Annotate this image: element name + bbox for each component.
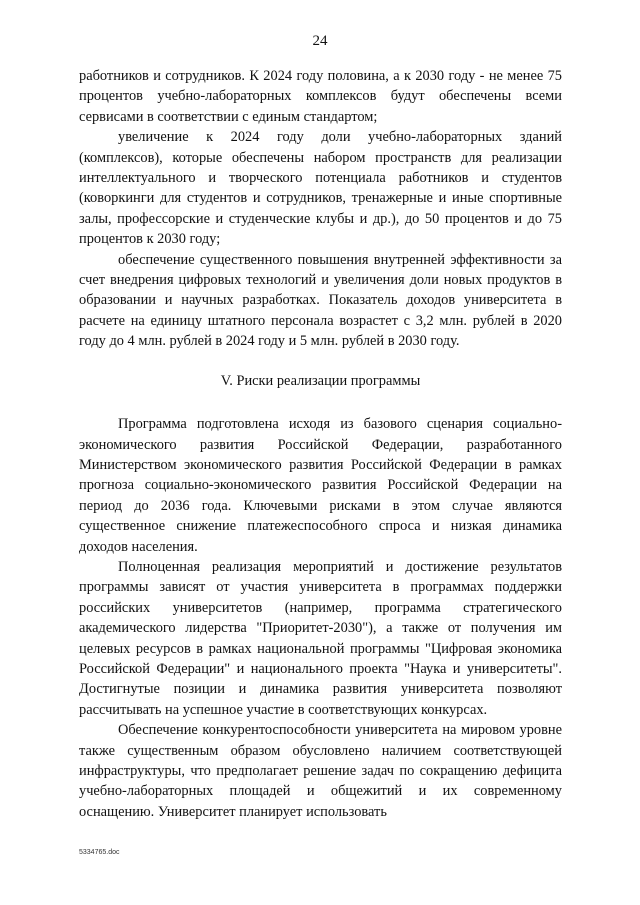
document-filename: 5334765.doc	[79, 849, 120, 856]
paragraph-buildings-share: увеличение к 2024 году доли учебно-лабораторных зданий (комплексов), которые обеспечены набором пространств для реализации интеллектуального и творческого потенциала работников и студентов (коворкинги для студентов и сотрудников, тренажерные и иные спортивные залы, профессорские и студенческие клубы и др.), до 50 процентов и до 75 процентов к 2030 году;	[79, 129, 562, 248]
paragraph-infrastructure: Обеспечение конкурентоспособности университета на мировом уровне также существенным образом обусловлено наличием соответствующей инфраструктуры, что предполагает решение задач по сокращению дефицита учебно-лабораторных площадей и общежитий и их современному оснащению. Университет планирует использовать	[79, 722, 562, 820]
paragraph-efficiency: обеспечение существенного повышения внутренней эффективности за счет внедрения цифровых технологий и увеличения доли новых продуктов в образовании и научных разработках. Показатель доходов университета в расчете на единицу штатного персонала возрастет с 3,2 млн. рублей в 2020 году до 4 млн. рублей в 2024 году и 5 млн. рублей в 2030 году.	[79, 251, 562, 350]
page-number: 24	[312, 33, 328, 49]
document-body	[79, 66, 562, 822]
paragraph-continuation: работников и сотрудников. К 2024 году половина, а к 2030 году - не менее 75 процентов учебно-лабораторных комплексов будут обеспечены всеми сервисами в соответствии с единым стандартом;	[79, 68, 562, 125]
paragraph-program-participation: Полноценная реализация мероприятий и достижение результатов программы зависят от участия университета в программах поддержки российских университетов (например, программа стратегического академического лидерства "Приоритет-2030"), а также от получения им целевых ресурсов в рамках национальной программы "Цифровая экономика Российской Федерации" и национального проекта "Наука и университеты". Достигнутые позиции и динамика развития университета позволяют рассчитывать на успешное участие в соответствующих конкурсах.	[79, 558, 562, 718]
section-heading: V. Риски реализации программы	[220, 372, 421, 389]
paragraph-base-scenario: Программа подготовлена исходя из базового сценария социально-экономического развития Российской Федерации, разработанного Министерством экономического развития Российской Федерации в рамках прогноза социально-экономического развития Российской Федерации на период до 2036 года. Ключевыми рисками в этом случае являются существенное снижение платежеспособного спроса и низкая динамика доходов населения.	[79, 416, 562, 555]
